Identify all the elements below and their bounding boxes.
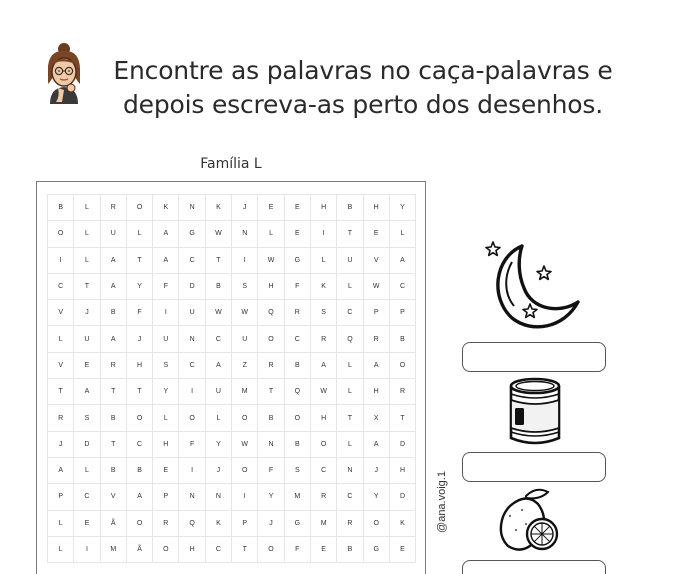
grid-cell: T bbox=[127, 248, 153, 274]
grid-cell: K bbox=[206, 511, 232, 537]
grid-cell: H bbox=[179, 537, 205, 563]
grid-cell: D bbox=[179, 274, 205, 300]
grid-cell: L bbox=[311, 248, 337, 274]
grid-cell: A bbox=[48, 458, 74, 484]
grid-cell: J bbox=[206, 458, 232, 484]
grid-cell: X bbox=[364, 405, 390, 431]
grid-cell: O bbox=[127, 405, 153, 431]
grid-cell: Z bbox=[232, 353, 258, 379]
grid-cell: L bbox=[337, 274, 363, 300]
grid-cell: L bbox=[74, 458, 100, 484]
grid-cell: K bbox=[311, 274, 337, 300]
grid-cell: W bbox=[232, 300, 258, 326]
grid-cell: C bbox=[206, 537, 232, 563]
grid-cell: U bbox=[179, 300, 205, 326]
grid-cell: A bbox=[101, 248, 127, 274]
grid-cell: V bbox=[364, 248, 390, 274]
grid-cell: O bbox=[153, 537, 179, 563]
grid-cell: S bbox=[311, 300, 337, 326]
grid-cell: P bbox=[48, 484, 74, 510]
grid-cell: B bbox=[101, 405, 127, 431]
grid-cell: Ã bbox=[101, 511, 127, 537]
grid-cell: A bbox=[101, 326, 127, 352]
grid-cell: B bbox=[337, 537, 363, 563]
answer-box-2[interactable] bbox=[462, 452, 606, 482]
grid-cell: T bbox=[232, 537, 258, 563]
teacher-avatar-icon bbox=[36, 40, 92, 104]
grid-cell: F bbox=[285, 537, 311, 563]
grid-cell: A bbox=[74, 379, 100, 405]
grid-cell: O bbox=[232, 458, 258, 484]
grid-cell: B bbox=[337, 195, 363, 221]
grid-cell: W bbox=[364, 274, 390, 300]
grid-cell: R bbox=[101, 353, 127, 379]
grid-cell: E bbox=[364, 221, 390, 247]
grid-cell: C bbox=[337, 484, 363, 510]
grid-cell: O bbox=[48, 221, 74, 247]
grid-cell: O bbox=[285, 405, 311, 431]
grid-cell: E bbox=[285, 221, 311, 247]
grid-cell: H bbox=[127, 353, 153, 379]
grid-cell: K bbox=[390, 511, 416, 537]
grid-cell: O bbox=[127, 511, 153, 537]
lemon-icon bbox=[496, 486, 566, 556]
grid-cell: L bbox=[337, 432, 363, 458]
grid-cell: U bbox=[232, 326, 258, 352]
grid-cell: P bbox=[364, 300, 390, 326]
word-search-grid bbox=[47, 194, 416, 563]
grid-cell: P bbox=[232, 511, 258, 537]
grid-cell: C bbox=[127, 432, 153, 458]
grid-cell: B bbox=[101, 300, 127, 326]
grid-cell: L bbox=[337, 353, 363, 379]
grid-cell: G bbox=[364, 537, 390, 563]
grid-cell: N bbox=[179, 195, 205, 221]
instruction-line-2: depois escreva-as perto dos desenhos. bbox=[123, 90, 603, 119]
word-search-frame bbox=[36, 181, 426, 574]
grid-cell: N bbox=[206, 484, 232, 510]
grid-cell: D bbox=[390, 484, 416, 510]
grid-cell: J bbox=[48, 432, 74, 458]
can-icon bbox=[505, 376, 565, 448]
grid-cell: H bbox=[258, 274, 284, 300]
grid-cell: R bbox=[153, 511, 179, 537]
grid-cell: C bbox=[179, 248, 205, 274]
grid-cell: J bbox=[258, 511, 284, 537]
grid-cell: L bbox=[74, 221, 100, 247]
grid-cell: L bbox=[258, 221, 284, 247]
grid-cell: U bbox=[74, 326, 100, 352]
grid-cell: R bbox=[48, 405, 74, 431]
answer-box-3[interactable] bbox=[462, 560, 606, 574]
grid-cell: T bbox=[206, 248, 232, 274]
grid-cell: S bbox=[285, 458, 311, 484]
grid-cell: A bbox=[101, 274, 127, 300]
grid-cell: R bbox=[311, 484, 337, 510]
grid-cell: D bbox=[74, 432, 100, 458]
grid-cell: I bbox=[179, 458, 205, 484]
grid-cell: I bbox=[48, 248, 74, 274]
grid-cell: E bbox=[153, 458, 179, 484]
grid-cell: C bbox=[74, 484, 100, 510]
grid-cell: S bbox=[74, 405, 100, 431]
grid-cell: L bbox=[48, 511, 74, 537]
grid-cell: F bbox=[258, 458, 284, 484]
grid-cell: B bbox=[206, 274, 232, 300]
grid-cell: J bbox=[74, 300, 100, 326]
watermark bbox=[434, 462, 450, 542]
grid-cell: M bbox=[232, 379, 258, 405]
grid-cell: F bbox=[127, 300, 153, 326]
grid-cell: T bbox=[48, 379, 74, 405]
grid-cell: F bbox=[179, 432, 205, 458]
grid-cell: R bbox=[337, 511, 363, 537]
grid-cell: T bbox=[337, 221, 363, 247]
grid-cell: N bbox=[232, 221, 258, 247]
grid-cell: J bbox=[364, 458, 390, 484]
grid-cell: E bbox=[311, 537, 337, 563]
grid-cell: O bbox=[364, 511, 390, 537]
grid-cell: W bbox=[258, 248, 284, 274]
grid-cell: T bbox=[258, 379, 284, 405]
grid-cell: V bbox=[101, 484, 127, 510]
grid-cell: H bbox=[364, 195, 390, 221]
grid-cell: O bbox=[127, 195, 153, 221]
grid-cell: N bbox=[337, 458, 363, 484]
grid-cell: Q bbox=[179, 511, 205, 537]
grid-cell: R bbox=[311, 326, 337, 352]
grid-cell: L bbox=[48, 537, 74, 563]
grid-cell: A bbox=[153, 248, 179, 274]
grid-cell: O bbox=[179, 405, 205, 431]
grid-cell: L bbox=[337, 379, 363, 405]
grid-cell: A bbox=[127, 484, 153, 510]
grid-cell: C bbox=[337, 300, 363, 326]
grid-cell: C bbox=[285, 326, 311, 352]
grid-cell: R bbox=[285, 300, 311, 326]
grid-cell: G bbox=[285, 511, 311, 537]
grid-cell: L bbox=[206, 405, 232, 431]
grid-cell: K bbox=[206, 195, 232, 221]
grid-cell: I bbox=[232, 484, 258, 510]
grid-cell: J bbox=[232, 195, 258, 221]
grid-cell: B bbox=[390, 326, 416, 352]
grid-cell: G bbox=[285, 248, 311, 274]
grid-cell: T bbox=[390, 405, 416, 431]
grid-cell: Y bbox=[258, 484, 284, 510]
grid-cell: D bbox=[390, 432, 416, 458]
grid-cell: E bbox=[285, 195, 311, 221]
grid-cell: M bbox=[101, 537, 127, 563]
grid-cell: U bbox=[206, 379, 232, 405]
grid-cell: L bbox=[153, 405, 179, 431]
grid-cell: E bbox=[258, 195, 284, 221]
grid-cell: I bbox=[232, 248, 258, 274]
grid-cell: L bbox=[127, 221, 153, 247]
grid-cell: Y bbox=[364, 484, 390, 510]
watermark-text: @ana.voig.1 bbox=[436, 471, 448, 533]
grid-cell: E bbox=[74, 353, 100, 379]
grid-cell: Y bbox=[390, 195, 416, 221]
grid-cell: J bbox=[127, 326, 153, 352]
grid-cell: T bbox=[101, 432, 127, 458]
grid-cell: M bbox=[311, 511, 337, 537]
grid-cell: R bbox=[364, 326, 390, 352]
grid-cell: E bbox=[74, 511, 100, 537]
grid-cell: W bbox=[311, 379, 337, 405]
puzzle-title: Família L bbox=[200, 156, 262, 172]
grid-cell: I bbox=[179, 379, 205, 405]
grid-cell: O bbox=[232, 405, 258, 431]
grid-cell: R bbox=[101, 195, 127, 221]
grid-cell: I bbox=[153, 300, 179, 326]
grid-cell: T bbox=[337, 405, 363, 431]
grid-cell: I bbox=[311, 221, 337, 247]
grid-cell: H bbox=[390, 458, 416, 484]
grid-cell: C bbox=[311, 458, 337, 484]
grid-cell: C bbox=[179, 353, 205, 379]
grid-cell: W bbox=[232, 432, 258, 458]
grid-cell: W bbox=[206, 221, 232, 247]
grid-cell: B bbox=[285, 432, 311, 458]
grid-cell: H bbox=[311, 195, 337, 221]
grid-cell: P bbox=[390, 300, 416, 326]
grid-cell: T bbox=[101, 379, 127, 405]
grid-cell: M bbox=[285, 484, 311, 510]
grid-cell: A bbox=[206, 353, 232, 379]
grid-cell: C bbox=[390, 274, 416, 300]
grid-cell: T bbox=[74, 274, 100, 300]
grid-cell: B bbox=[101, 458, 127, 484]
grid-cell: H bbox=[364, 379, 390, 405]
grid-cell: U bbox=[101, 221, 127, 247]
grid-cell: B bbox=[285, 353, 311, 379]
grid-cell: S bbox=[232, 274, 258, 300]
grid-cell: C bbox=[48, 274, 74, 300]
grid-cell: E bbox=[390, 537, 416, 563]
grid-cell: S bbox=[153, 353, 179, 379]
grid-cell: O bbox=[390, 353, 416, 379]
grid-cell: Y bbox=[153, 379, 179, 405]
grid-cell: L bbox=[390, 221, 416, 247]
grid-cell: W bbox=[206, 300, 232, 326]
grid-cell: L bbox=[74, 195, 100, 221]
grid-cell: B bbox=[48, 195, 74, 221]
grid-cell: Y bbox=[206, 432, 232, 458]
grid-cell: Ã bbox=[127, 537, 153, 563]
moon-with-stars-icon bbox=[480, 236, 588, 336]
grid-cell: I bbox=[74, 537, 100, 563]
grid-cell: O bbox=[258, 537, 284, 563]
grid-cell: Q bbox=[337, 326, 363, 352]
grid-cell: N bbox=[258, 432, 284, 458]
grid-cell: A bbox=[390, 248, 416, 274]
grid-cell: A bbox=[153, 221, 179, 247]
grid-cell: P bbox=[153, 484, 179, 510]
grid-cell: U bbox=[337, 248, 363, 274]
grid-cell: B bbox=[258, 405, 284, 431]
grid-cell: A bbox=[364, 432, 390, 458]
grid-cell: T bbox=[127, 379, 153, 405]
grid-cell: N bbox=[179, 484, 205, 510]
grid-cell: R bbox=[390, 379, 416, 405]
grid-cell: B bbox=[127, 458, 153, 484]
grid-cell: A bbox=[364, 353, 390, 379]
grid-cell: R bbox=[258, 353, 284, 379]
grid-cell: C bbox=[206, 326, 232, 352]
answer-box-1[interactable] bbox=[462, 342, 606, 372]
grid-cell: Q bbox=[285, 379, 311, 405]
grid-cell: O bbox=[311, 432, 337, 458]
grid-cell: L bbox=[48, 326, 74, 352]
grid-cell: N bbox=[179, 326, 205, 352]
grid-cell: F bbox=[153, 274, 179, 300]
instruction-line-1: Encontre as palavras no caça-palavras e bbox=[113, 56, 613, 85]
grid-cell: L bbox=[74, 248, 100, 274]
grid-cell: O bbox=[258, 326, 284, 352]
grid-cell: V bbox=[48, 353, 74, 379]
grid-cell: Q bbox=[258, 300, 284, 326]
grid-cell: V bbox=[48, 300, 74, 326]
grid-cell: H bbox=[311, 405, 337, 431]
grid-cell: H bbox=[153, 432, 179, 458]
grid-cell: G bbox=[179, 221, 205, 247]
grid-cell: U bbox=[153, 326, 179, 352]
grid-cell: F bbox=[285, 274, 311, 300]
grid-cell: K bbox=[153, 195, 179, 221]
grid-cell: A bbox=[311, 353, 337, 379]
grid-cell: Y bbox=[127, 274, 153, 300]
instructions-text bbox=[108, 54, 618, 122]
